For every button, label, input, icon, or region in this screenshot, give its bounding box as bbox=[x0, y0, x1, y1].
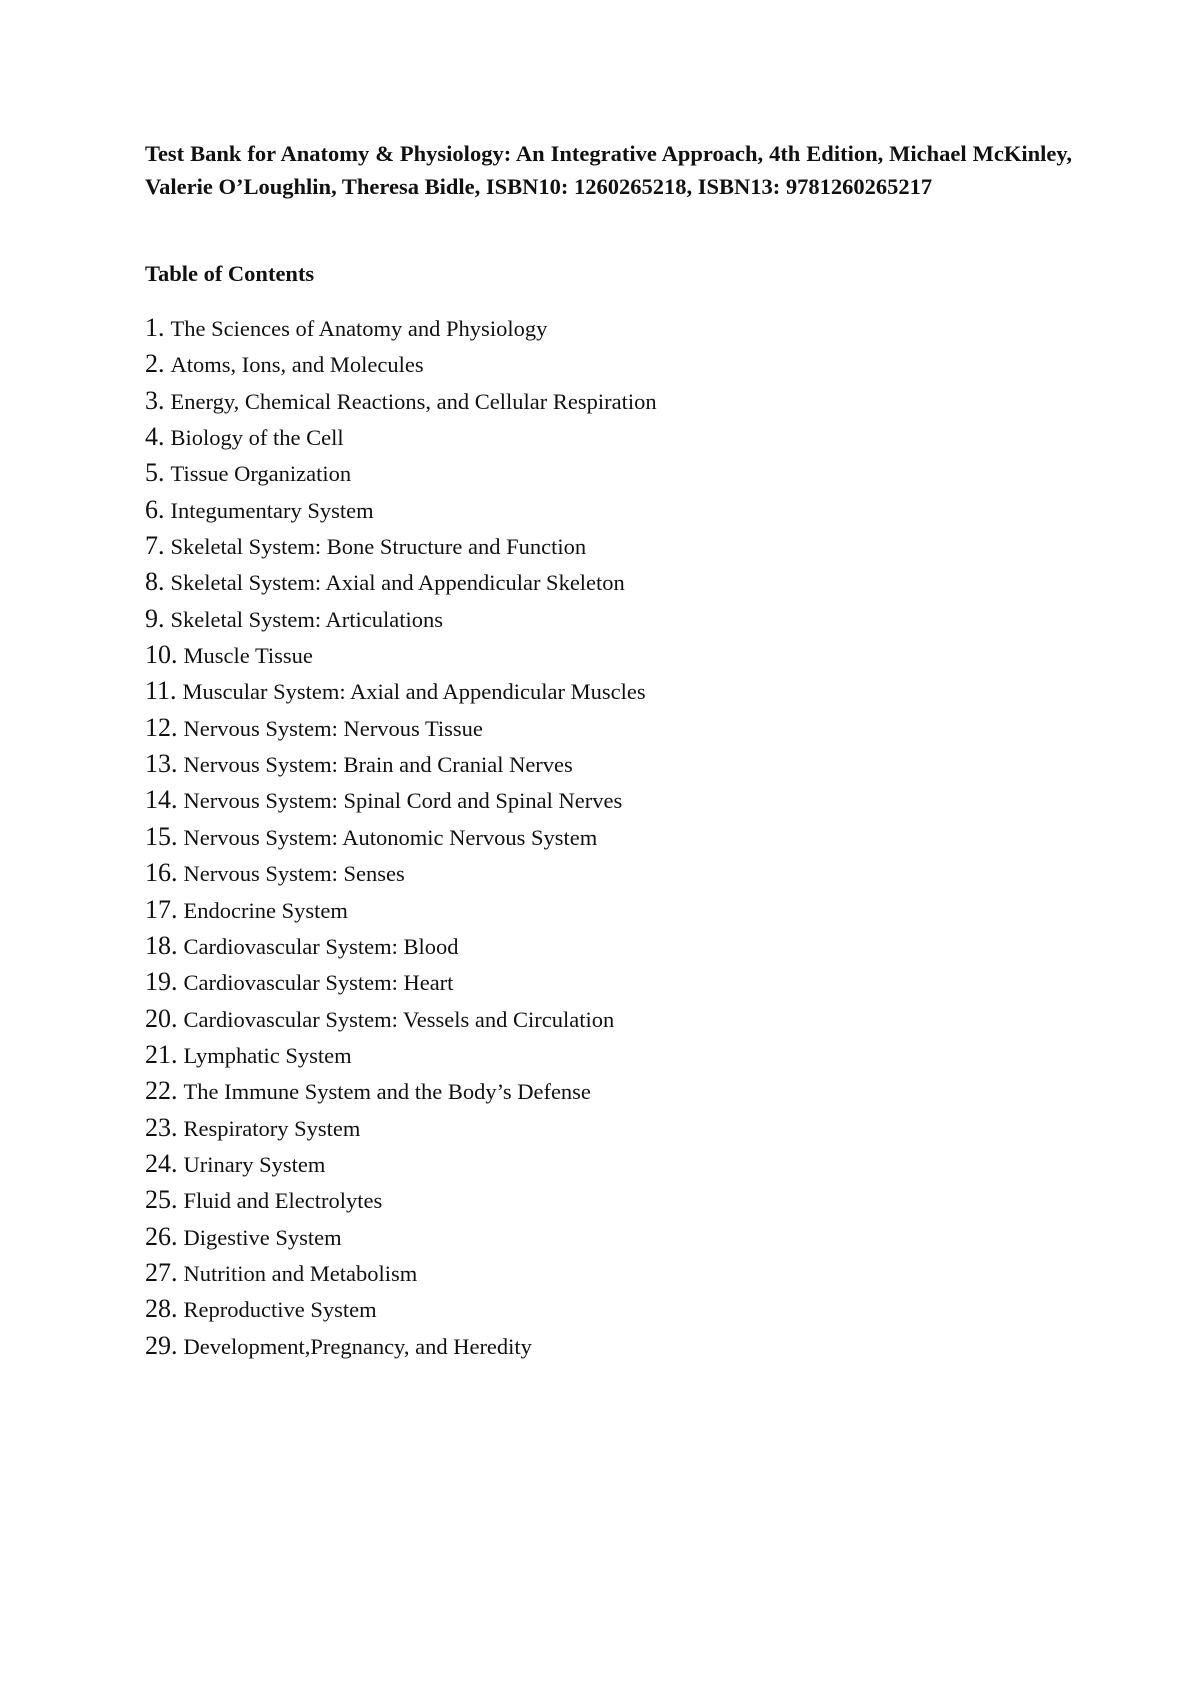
toc-item-title: The Sciences of Anatomy and Physiology bbox=[170, 316, 548, 341]
toc-item bbox=[145, 1328, 657, 1364]
toc-item bbox=[145, 710, 657, 746]
toc-item-number: 8. bbox=[145, 567, 165, 597]
toc-item bbox=[145, 455, 657, 491]
toc-item-number: 2. bbox=[145, 349, 165, 379]
toc-item-number: 17. bbox=[145, 894, 178, 924]
toc-item-number: 23. bbox=[145, 1112, 178, 1142]
toc-item-title: Endocrine System bbox=[183, 897, 348, 923]
toc-item-title: Muscle Tissue bbox=[183, 643, 313, 669]
toc-item-title: Development,Pregnancy, and Heredity bbox=[183, 1333, 532, 1359]
toc-item-number: 3. bbox=[145, 385, 165, 415]
toc-item bbox=[145, 1182, 657, 1218]
document-title: Test Bank for Anatomy & Physiology: An Integrative Approach, 4th Edition, Michael McKinley, Valerie O’Loughlin, Theresa Bidle, ISBN10: 1260265218, ISBN13: 9781260265217 bbox=[145, 141, 1072, 199]
toc-item-title: Cardiovascular System: Heart bbox=[183, 970, 454, 996]
toc-heading: Table of Contents bbox=[145, 261, 315, 286]
toc-item-title: Integumentary System bbox=[170, 497, 374, 523]
toc-item-title: Nervous System: Nervous Tissue bbox=[183, 715, 483, 741]
toc-item bbox=[145, 819, 657, 855]
toc-item-number: 14. bbox=[145, 785, 178, 815]
toc-item bbox=[145, 892, 657, 928]
toc-item bbox=[145, 492, 657, 528]
toc-item-number: 25. bbox=[145, 1185, 178, 1215]
toc-item bbox=[145, 1291, 657, 1327]
toc-item-number: 27. bbox=[145, 1257, 178, 1287]
toc-item-number: 16. bbox=[145, 858, 178, 888]
toc-item-number: 1. bbox=[145, 313, 165, 342]
toc-item-title: Respiratory System bbox=[183, 1115, 361, 1141]
toc-item-title: Digestive System bbox=[183, 1224, 342, 1250]
toc-item-title: Cardiovascular System: Blood bbox=[183, 933, 459, 959]
toc-item bbox=[145, 928, 657, 964]
toc-item bbox=[145, 1037, 657, 1073]
toc-item-number: 15. bbox=[145, 821, 178, 851]
toc-item bbox=[145, 528, 657, 564]
toc-item-title: Lymphatic System bbox=[183, 1042, 352, 1068]
toc-item-title: Reproductive System bbox=[183, 1297, 377, 1323]
toc-item-title: Nervous System: Senses bbox=[183, 861, 405, 887]
toc-item-number: 7. bbox=[145, 531, 165, 561]
toc-item-number: 18. bbox=[145, 930, 178, 960]
toc-item bbox=[145, 1001, 657, 1037]
toc-item-title: Cardiovascular System: Vessels and Circulation bbox=[183, 1006, 615, 1032]
toc-item-number: 13. bbox=[145, 749, 178, 779]
toc-item bbox=[145, 746, 657, 782]
toc-item-title: Atoms, Ions, and Molecules bbox=[170, 352, 424, 378]
toc-item-title: Nervous System: Autonomic Nervous System bbox=[183, 824, 598, 850]
toc-item-title: Biology of the Cell bbox=[170, 425, 344, 451]
toc-item-number: 28. bbox=[145, 1294, 178, 1324]
toc-item-number: 4. bbox=[145, 422, 165, 452]
toc-item-title: Skeletal System: Bone Structure and Function bbox=[170, 534, 587, 560]
toc-item bbox=[145, 1219, 657, 1255]
toc-item bbox=[145, 782, 657, 818]
toc-item bbox=[145, 383, 657, 419]
toc-item-number: 29. bbox=[145, 1330, 178, 1360]
toc-item-title: The Immune System and the Body’s Defense bbox=[183, 1079, 591, 1105]
toc-item bbox=[145, 564, 657, 600]
toc-item-number: 24. bbox=[145, 1148, 178, 1178]
toc-item-number: 12. bbox=[145, 712, 178, 742]
toc-item bbox=[145, 673, 657, 709]
toc-item-number: 6. bbox=[145, 494, 165, 524]
toc-item-title: Tissue Organization bbox=[170, 461, 352, 487]
toc-item-title: Skeletal System: Axial and Appendicular Skeleton bbox=[170, 570, 625, 596]
toc-item-number: 10. bbox=[145, 640, 178, 670]
toc-list bbox=[145, 310, 657, 1364]
toc-item-number: 5. bbox=[145, 458, 165, 488]
toc-item bbox=[145, 1073, 657, 1109]
toc-item-title: Nutrition and Metabolism bbox=[183, 1260, 418, 1286]
toc-item bbox=[145, 1146, 657, 1182]
toc-item bbox=[145, 637, 657, 673]
toc-item bbox=[145, 346, 657, 382]
toc-item-number: 22. bbox=[145, 1076, 178, 1106]
toc-item-title: Fluid and Electrolytes bbox=[183, 1188, 383, 1214]
toc-item-title: Nervous System: Spinal Cord and Spinal Nerves bbox=[183, 788, 623, 814]
toc-item bbox=[145, 855, 657, 891]
toc-item-title: Energy, Chemical Reactions, and Cellular Respiration bbox=[170, 388, 657, 414]
toc-item bbox=[145, 419, 657, 455]
toc-item-number: 20. bbox=[145, 1003, 178, 1033]
toc-item bbox=[145, 601, 657, 637]
toc-item bbox=[145, 964, 657, 1000]
toc-item-number: 19. bbox=[145, 967, 178, 997]
toc-item-title: Skeletal System: Articulations bbox=[170, 606, 443, 632]
toc-item-number: 21. bbox=[145, 1039, 178, 1069]
toc-item-number: 9. bbox=[145, 603, 165, 633]
toc-item-title: Muscular System: Axial and Appendicular Muscles bbox=[182, 679, 646, 705]
toc-item-number: 11. bbox=[145, 676, 177, 706]
toc-item-title: Urinary System bbox=[183, 1151, 326, 1177]
toc-item bbox=[145, 310, 657, 346]
toc-item-number: 26. bbox=[145, 1221, 178, 1251]
toc-item bbox=[145, 1255, 657, 1291]
toc-item-title: Nervous System: Brain and Cranial Nerves bbox=[183, 752, 573, 778]
toc-item bbox=[145, 1110, 657, 1146]
